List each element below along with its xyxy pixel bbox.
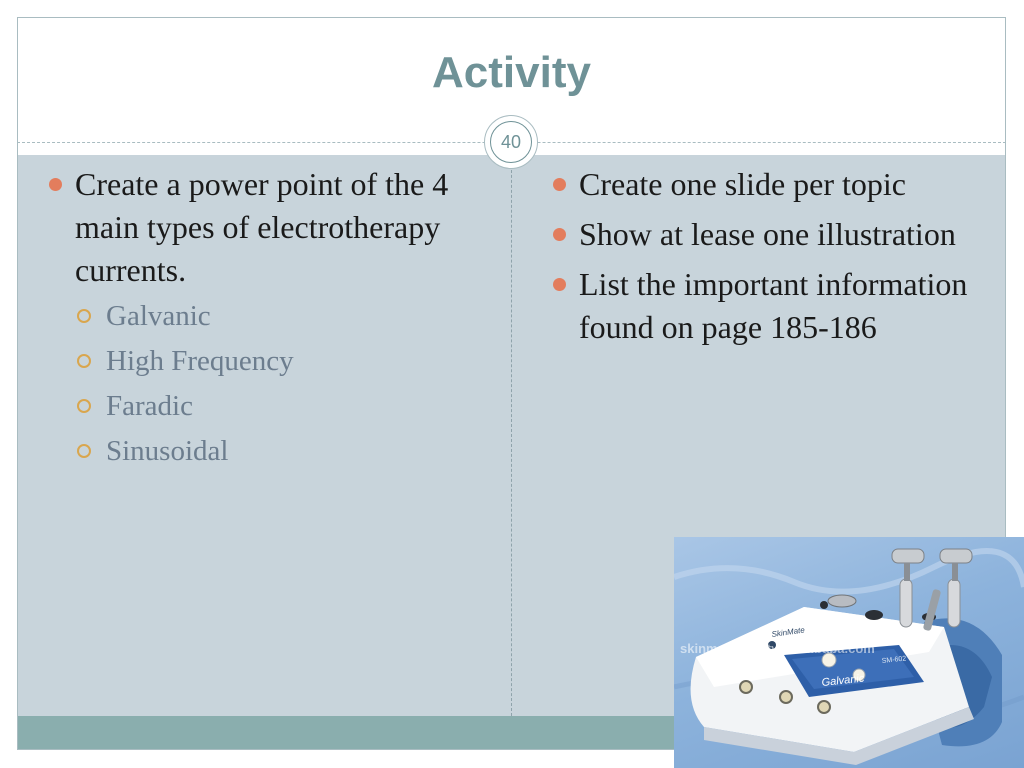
- column-divider: [511, 155, 512, 716]
- slide-number-badge: [484, 115, 538, 169]
- slide-title: Activity: [432, 48, 591, 97]
- sub-item-text: Faradic: [106, 390, 193, 422]
- device-brand-label: SkinMate: [771, 625, 806, 639]
- ring-bullet-icon: [77, 309, 91, 323]
- bullet-dot-icon: [553, 178, 566, 191]
- sub-item: [75, 339, 468, 384]
- device-photo: [674, 537, 1024, 768]
- sub-list: [75, 294, 468, 474]
- bullet-item: [48, 163, 468, 474]
- sub-item: [75, 384, 468, 429]
- bullet-item: [552, 263, 992, 349]
- sub-item-text: Galvanic: [106, 300, 211, 332]
- device-mode-label: Galvanic: [821, 672, 865, 689]
- bullet-dot-icon: [49, 178, 62, 191]
- galvanic-device-illustration: [674, 537, 1024, 768]
- bullet-dot-icon: [553, 278, 566, 291]
- bullet-text: Create a power point of the 4 main types of electrotherapy currents.: [75, 166, 449, 288]
- bullet-text: List the important information found on page 185-186: [579, 266, 968, 345]
- ring-bullet-icon: [77, 399, 91, 413]
- right-column: [552, 163, 992, 356]
- watermark-text: skinmatebeauty.en.alibaba.com: [680, 641, 875, 656]
- sub-item-text: High Frequency: [106, 345, 294, 377]
- device-model-label: SM-602: [881, 655, 907, 665]
- slide-number: 40: [490, 121, 532, 163]
- bullet-text: Show at lease one illustration: [579, 216, 956, 252]
- bullet-item: [552, 213, 992, 256]
- ring-bullet-icon: [77, 354, 91, 368]
- bullet-dot-icon: [553, 228, 566, 241]
- left-column: [48, 163, 468, 481]
- bullet-item: [552, 163, 992, 206]
- bullet-text: Create one slide per topic: [579, 166, 906, 202]
- sub-item-text: Sinusoidal: [106, 435, 229, 467]
- sub-item: [75, 294, 468, 339]
- sub-item: [75, 429, 468, 474]
- ring-bullet-icon: [77, 444, 91, 458]
